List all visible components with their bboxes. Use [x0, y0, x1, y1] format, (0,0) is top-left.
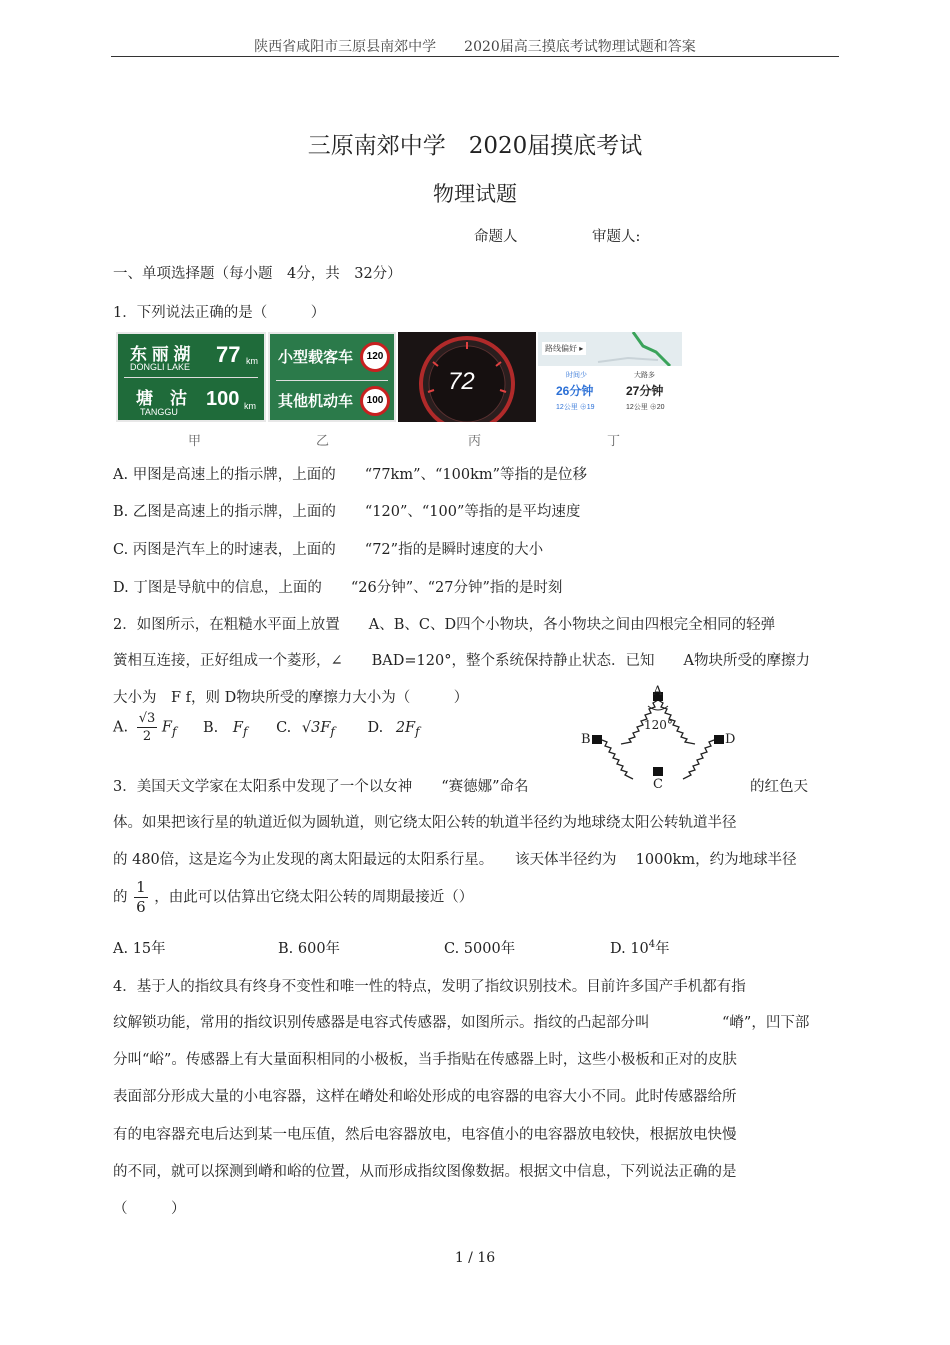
- route2-time: 27分钟: [626, 384, 664, 398]
- header-rule: [111, 56, 839, 57]
- sign-jia-line1: 东 丽 湖: [130, 345, 191, 364]
- navigation-screen: [538, 332, 682, 422]
- page-header: 陕西省咸阳市三原县南郊中学 2020届高三摸底考试物理试题和答案: [254, 39, 696, 55]
- q3-option-d-unit: 年: [655, 941, 670, 957]
- label-c: C: [653, 777, 663, 792]
- q3-line-3: 的 480倍，这是迄今为止发现的离太阳最远的太阳系行星。 该天体半径约为 1000km，约为地球半径: [113, 852, 797, 868]
- q2-option-d-label: D.: [367, 719, 384, 736]
- q1-option-b: B. 乙图是高速上的指示牌，上面的 “120”、“100”等指的是平均速度: [113, 504, 581, 520]
- subscript: f: [171, 724, 177, 739]
- author-label: 命题人: [474, 229, 518, 245]
- q3-option-d: [610, 937, 670, 958]
- speedometer: [398, 332, 536, 422]
- q1-image-strip: [116, 332, 682, 422]
- sign-yi-divider: [276, 380, 388, 381]
- q3-option-d-base: D. 10: [610, 941, 649, 957]
- q1-option-a: A. 甲图是高速上的指示牌，上面的 “77km”、“100km”等指的是位移: [113, 467, 588, 483]
- q1-option-c: C. 丙图是汽车上的时速表，上面的 “72”指的是瞬时速度的大小: [113, 542, 544, 558]
- q1-option-d: D. 丁图是导航中的信息，上面的 “26分钟”、“27分钟”指的是时刻: [113, 580, 563, 596]
- q2-option-c-label: C.: [276, 719, 292, 736]
- block-c: [653, 767, 663, 776]
- q2-option-c-value: √3F: [301, 719, 331, 736]
- q4-line-7: （ ）: [113, 1201, 186, 1217]
- q2-option-b-label: B.: [203, 719, 219, 736]
- subscript: f: [415, 724, 420, 739]
- q4-line-5: 有的电容器充电后达到某一电压值，然后电容器放电，电容值小的电容器放电较快，根据放电快慢: [113, 1127, 737, 1143]
- route-preference-tab: 路线偏好 ▸: [542, 342, 586, 355]
- label-ding: 丁: [607, 434, 621, 449]
- q2-option-b-value: F: [232, 719, 243, 736]
- q3-line-4b: ，由此可以估算出它绕太阳公转的周期最接近（）: [154, 889, 474, 906]
- sign-jia-unit1: km: [246, 356, 258, 366]
- exam-title: 三原南郊中学 2020届摸底考试: [307, 133, 643, 159]
- q3-option-d-exponent: 4: [648, 939, 656, 951]
- subscript: f: [330, 724, 335, 739]
- page-number: 1 / 16: [454, 1250, 496, 1266]
- fraction-numerator: √3: [138, 711, 156, 726]
- fraction-numerator: 1: [136, 878, 146, 896]
- q2-option-a-fraction: [137, 712, 158, 743]
- fraction-denominator: 2: [142, 729, 152, 744]
- sign-jia-line2-en: TANGGU: [140, 407, 178, 417]
- section-heading: 一、单项选择题（每小题 4分，共 32分）: [113, 266, 402, 282]
- speed-limit-120: 120: [360, 342, 390, 372]
- q4-line-2: 纹解锁功能，常用的指纹识别传感器是电容式传感器，如图所示。指纹的凸起部分叫 “嵴”，凹下部: [113, 1015, 810, 1031]
- sign-yi-row1: 小型载客车: [278, 349, 354, 366]
- route2-label: 大路多: [634, 372, 655, 379]
- q3-option-c: C. 5000年: [444, 941, 516, 957]
- sign-jia: [116, 332, 266, 422]
- route1-time: 26分钟: [556, 384, 594, 398]
- label-jia: 甲: [188, 434, 202, 449]
- q2-option-a-symbol: F: [161, 719, 172, 736]
- subscript: f: [242, 724, 248, 739]
- label-d: D: [725, 732, 736, 747]
- exam-subtitle: 物理试题: [433, 182, 517, 206]
- q2-line-3: 大小为 F f，则 D物块所受的摩擦力大小为（ ）: [113, 690, 469, 706]
- q4-line-1: 4．基于人的指纹具有终身不变性和唯一性的特点，发明了指纹识别技术。目前许多国产手机都有指: [113, 979, 746, 995]
- q4-line-3: 分叫“峪”。传感器上有大量面积相同的小极板，当手指贴在传感器上时，这些小极板和正对的皮肤: [113, 1052, 737, 1068]
- q3-line-4a: 的: [113, 889, 128, 906]
- sign-jia-d1: 77: [216, 342, 241, 367]
- label-a: A: [653, 684, 663, 699]
- label-yi: 乙: [316, 434, 330, 449]
- sign-yi: [268, 332, 396, 422]
- q2-line-1: 2．如图所示，在粗糙水平面上放置 A、B、C、D四个小物块，各小物块之间由四根完全相同的轻弹: [113, 617, 776, 633]
- route1-label: 时间少: [566, 372, 587, 379]
- q3-line-4: [113, 880, 473, 915]
- route2-sub: 12公里 ⊕20: [626, 404, 665, 411]
- sign-jia-divider: [124, 377, 258, 378]
- q4-line-4: 表面部分形成大量的小电容器，这样在嵴处和峪处形成的电容器的电容大小不同。此时传感器给所: [113, 1089, 737, 1105]
- fraction-denominator: 6: [136, 898, 146, 916]
- q2-option-a-label: A.: [113, 719, 129, 736]
- sign-jia-line2: 塘 沽: [136, 389, 187, 408]
- block-d: [714, 735, 724, 744]
- q3-line-2: 体。如果把该行星的轨道近似为圆轨道，则它绕太阳公转的轨道半径约为地球绕太阳公转轨道半径: [113, 815, 737, 831]
- q3-option-b: B. 600年: [278, 941, 341, 957]
- q4-line-6: 的不同，就可以探测到嵴和峪的位置，从而形成指纹图像数据。根据文中信息，下列说法正确的是: [113, 1164, 737, 1180]
- block-b: [592, 735, 602, 744]
- q2-line-2: 簧相互连接，正好组成一个菱形，∠ BAD=120°，整个系统保持静止状态．已知 A物块所受的摩擦力: [113, 653, 810, 669]
- reviewer-label: 审题人:: [592, 229, 641, 245]
- label-b: B: [581, 732, 591, 747]
- sign-jia-d2: 100: [206, 388, 240, 410]
- speed-limit-100: 100: [360, 386, 390, 416]
- q3-line-1a: 3．美国天文学家在太阳系中发现了一个以女神 “赛德娜”命名: [113, 779, 529, 795]
- q3-fraction: [134, 880, 148, 915]
- q2-option-d-value: 2F: [395, 719, 416, 736]
- route1-sub: 12公里 ⊕19: [556, 404, 595, 411]
- sign-jia-line1-en: DONGLI LAKE: [130, 362, 191, 372]
- label-bing: 丙: [468, 434, 482, 449]
- angle-label: 120°: [644, 718, 673, 732]
- q3-line-1b: 的红色天: [750, 779, 808, 795]
- q1-stem: 1．下列说法正确的是（ ）: [113, 305, 326, 321]
- q3-option-a: A. 15年: [113, 941, 166, 957]
- speedometer-value: 72: [448, 368, 475, 395]
- q2-options: [113, 712, 420, 743]
- sign-jia-unit2: km: [244, 401, 256, 411]
- sign-yi-row2: 其他机动车: [278, 393, 354, 410]
